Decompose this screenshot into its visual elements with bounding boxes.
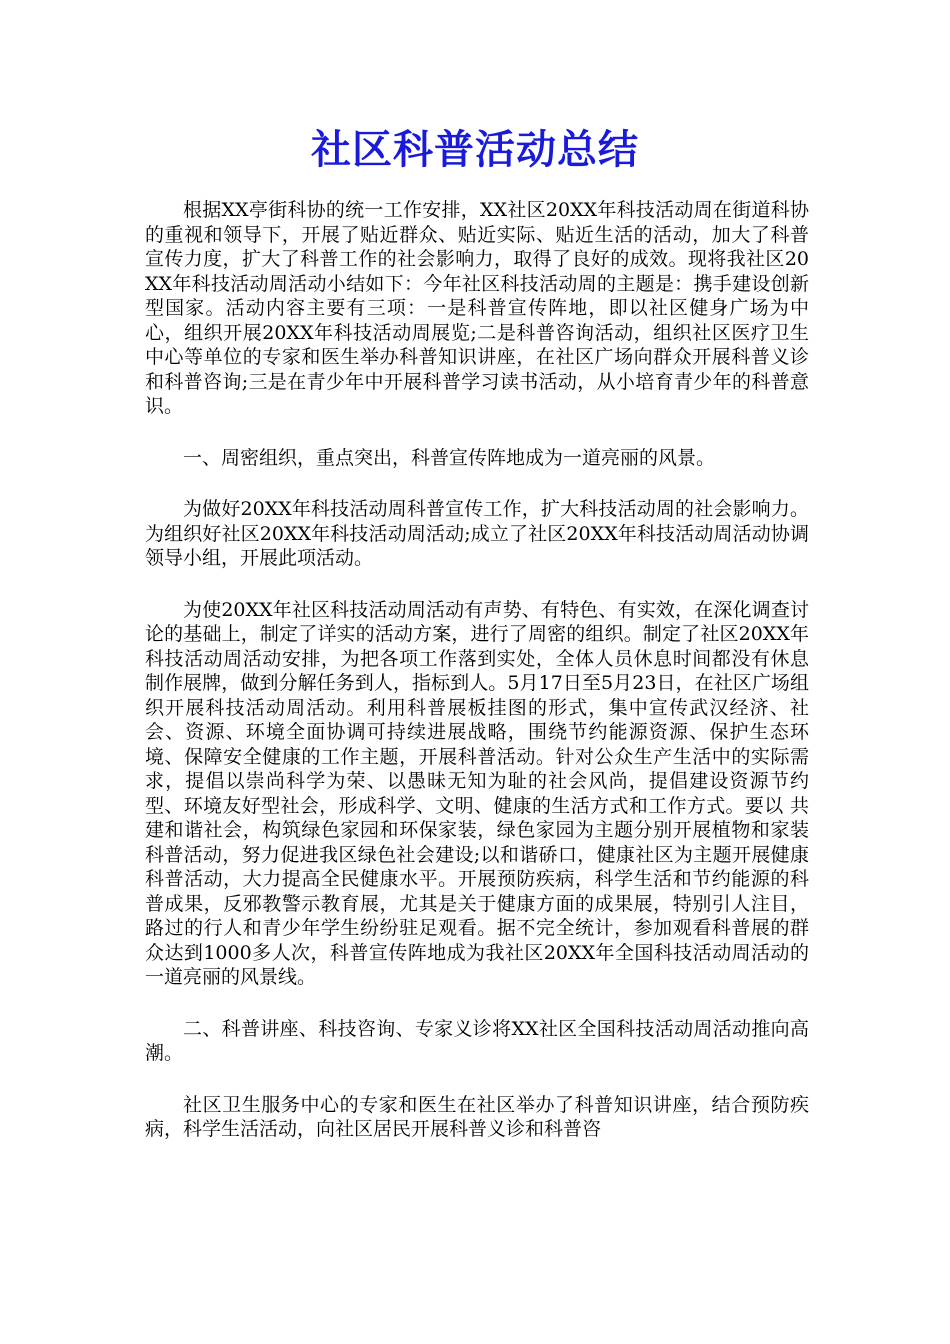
- paragraph-2: 一、周密组织，重点突出，科普宣传阵地成为一道亮丽的风景。: [183, 446, 716, 469]
- paragraph-1: 根据XX亭街科协的统一工作安排，XX社区20XX年科技活动周在街道科协的重视和领导下，开展了贴近群众、贴近实际、贴近生活的活动，加大了科普宣传力度，扩大了科普工作的社会影响力，取得了良好的成效。现将我社区20XX年科技活动周活动小结如下：今年社区科技活动周的主题是：携手建设创新型国家。活动内容主要有三项：一是科普宣传阵地，即以社区健身广场为中心，组织开展20XX年科技活动周展览;二是科普咨询活动，组织社区医疗卫生中心等单位的专家和医生举办科普知识讲座，在社区广场向群众开展科普义诊和科普咨询;三是在青少年中开展科普学习读书活动，从小培育青少年的科普意识。: [145, 199, 809, 417]
- paragraph-3: 为做好20XX年科技活动周科普宣传工作，扩大科技活动周的社会影响力。为组织好社区20XX年科技活动周活动;成立了社区20XX年科技活动周活动协调领导小组，开展此项活动。: [145, 498, 809, 569]
- document-body: [145, 198, 809, 1169]
- paragraph-5: 二、科普讲座、科技咨询、专家义诊将XX社区全国科技活动周活动推向高潮。: [145, 1017, 809, 1064]
- document-title: 社区科普活动总结: [311, 126, 639, 173]
- paragraph-6: 社区卫生服务中心的专家和医生在社区举办了科普知识讲座，结合预防疾病，科学生活活动，向社区居民开展科普义诊和科普咨: [145, 1093, 809, 1140]
- paragraph-4: 为使20XX年社区科技活动周活动有声势、有特色、有实效，在深化调查讨论的基础上，制定了详实的活动方案，进行了周密的组织。制定了社区20XX年科技活动周活动安排，为把各项工作落到实处，全体人员休息时间都没有休息制作展牌，做到分解任务到人，指标到人。5月17日至5月23日，在社区广场组织开展科技活动周活动。利用科普展板挂图的形式，集中宣传武汉经济、社会、资源、环境全面协调可持续进展战略，围绕节约能源资源、保护生态环境、保障安全健康的工作主题，开展科普活动。针对公众生产生活中的实际需求，提倡以崇尚科学为荣、以愚昧无知为耻的社会风尚，提倡建设资源节约型、环境友好型社会，形成科学、文明、健康的生活方式和工作方式。要以 共建和谐社会，构筑绿色家园和环保家装，绿色家园为主题分别开展植物和家装科普活动，努力促进我区绿色社会建设;以和谐硚口，健康社区为主题开展健康科普活动，大力提高全民健康水平。开展预防疾病，科学生活和节约能源的科普成果，反邪教警示教育展，尤其是关于健康方面的成果展，特别引人注目，路过的行人和青少年学生纷纷驻足观看。据不完全统计，参加观看科普展的群众达到1000多人次，科普宣传阵地成为我社区20XX年全国科技活动周活动的一道亮丽的风景线。: [145, 598, 809, 988]
